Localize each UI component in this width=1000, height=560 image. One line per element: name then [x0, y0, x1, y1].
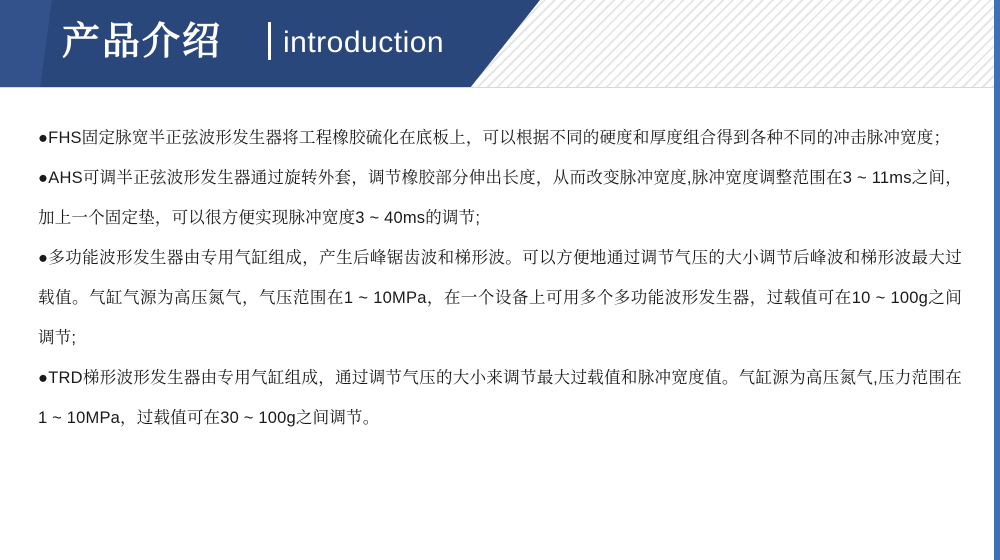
header-title-divider [268, 22, 271, 60]
header-title-english: introduction [283, 26, 445, 59]
paragraph-multifunction: ●多功能波形发生器由专用气缸组成，产生后峰锯齿波和梯形波。可以方便地通过调节气压的大小调节后峰波和梯形波最大过载值。气缸气源为高压氮气，气压范围在1 ~ 10MPa，在一个设备上可用多个多功能波形发生器，过载值可在10 ~ 100g之间调节; [38, 249, 962, 347]
paragraph-fhs: ●FHS固定脉宽半正弦波形发生器将工程橡胶硫化在底板上，可以根据不同的硬度和厚度组合得到各种不同的冲击脉冲宽度； [38, 129, 951, 147]
paragraph-trd: ●TRD梯形波形发生器由专用气缸组成，通过调节气压的大小来调节最大过载值和脉冲宽度值。气缸源为高压氮气,压力范围在1 ~ 10MPa，过载值可在30 ~ 100g之间调节。 [38, 369, 962, 427]
right-scroll-rail[interactable] [994, 0, 1000, 560]
content-body [0, 88, 1000, 560]
page-header [0, 0, 1000, 88]
header-title-chinese: 产品介绍 [62, 21, 223, 63]
paragraph-ahs: ●AHS可调半正弦波形发生器通过旋转外套，调节橡胶部分伸出长度，从而改变脉冲宽度,脉冲宽度调整范围在3 ~ 11ms之间，加上一个固定垫，可以很方便实现脉冲宽度3 ~ 40ms的调节; [38, 169, 962, 227]
